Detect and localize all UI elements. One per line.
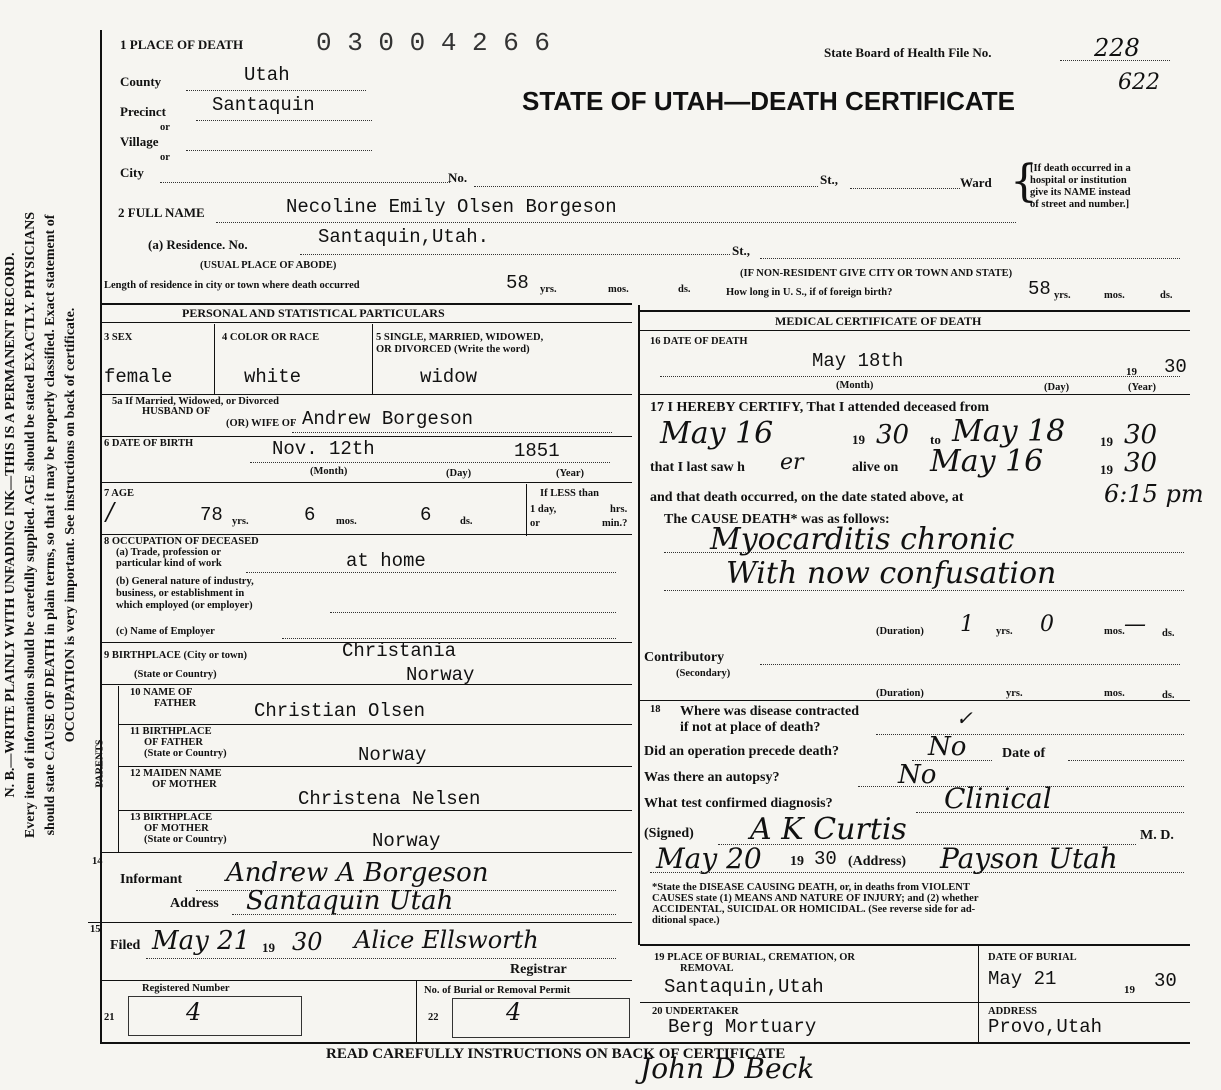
place-of-death-label: 1 PLACE OF DEATH: [120, 37, 244, 52]
age-checkmark: /: [106, 498, 115, 526]
age-ds-unit: ds.: [460, 516, 473, 527]
attended-to-label: to: [930, 432, 941, 447]
attended-to-year: 30: [1124, 420, 1158, 450]
burial-place: Santaquin,Utah: [664, 976, 824, 998]
dob-label: 6 DATE OF BIRTH: [104, 438, 194, 449]
last-saw-pronoun: er: [780, 450, 804, 475]
employer-label: (c) Name of Employer: [116, 626, 215, 637]
date-of-label: Date of: [1002, 746, 1046, 761]
frame-left: [100, 30, 102, 1042]
county-value: Utah: [244, 64, 290, 86]
dod-month-caption: (Month): [836, 380, 874, 391]
burial-permit-label: No. of Burial or Removal Permit: [424, 985, 571, 996]
occupation-a-1: (a) Trade, profession or: [116, 547, 221, 558]
death-time: 6:15 pm: [1104, 480, 1204, 508]
or-1: or: [160, 122, 170, 133]
hospital-brace: {: [1010, 156, 1038, 207]
undertaker-address-label: ADDRESS: [988, 1006, 1038, 1017]
residence-value: Santaquin,Utah.: [318, 226, 490, 248]
age-yrs-unit: yrs.: [232, 516, 249, 527]
undertaker-label: 20 UNDERTAKER: [652, 1006, 739, 1017]
informant-label: Informant: [120, 872, 183, 887]
occupation-a-2: particular kind of work: [116, 558, 222, 569]
duration-label-2: (Duration): [876, 688, 924, 699]
death-occurred-label: and that death occurred, on the date stated above, at: [650, 490, 964, 505]
cause-note-3: ACCIDENTAL, SUICIDAL OR HOMICIDAL. (See reverse side for ad-: [652, 904, 976, 915]
undertaker: Berg Mortuary: [668, 1016, 817, 1038]
operation-value: No: [928, 732, 967, 762]
how-long-years: 58: [1028, 278, 1051, 300]
burial-date-label: DATE OF BURIAL: [988, 952, 1077, 963]
autopsy-label: Was there an autopsy?: [644, 770, 780, 785]
cause-note-4: ditional space.): [652, 915, 720, 926]
burial-date: May 21: [988, 968, 1057, 990]
age-label: 7 AGE: [104, 488, 135, 499]
test-label: What test confirmed diagnosis?: [644, 796, 833, 811]
registered-number-prefix: 21: [104, 1012, 115, 1023]
attended-from-year: 30: [876, 420, 910, 450]
date-of-death-19: 19: [1126, 366, 1137, 378]
age-days: 6: [420, 504, 432, 526]
dob-month-caption: (Month): [310, 466, 348, 477]
usual-place-caption: (USUAL PLACE OF ABODE): [200, 260, 337, 271]
cause-note-1: *State the DISEASE CAUSING DEATH, or, in deaths from VIOLENT: [652, 882, 970, 893]
hospital-note-3: give its NAME instead: [1030, 187, 1131, 198]
no-label: No.: [448, 170, 468, 185]
attended-from-date: May 16: [660, 416, 774, 451]
length-residence-years: 58: [506, 272, 529, 294]
date-of-death: May 18th: [812, 350, 904, 372]
personal-section-title: PERSONAL AND STATISTICAL PARTICULARS: [182, 306, 445, 320]
birthplace-country: Norway: [406, 664, 475, 686]
operation-label: Did an operation precede death?: [644, 744, 839, 759]
residence-label: (a) Residence. No.: [148, 237, 248, 252]
duration-ds-unit: ds.: [1162, 628, 1175, 639]
father-birthplace-label-3: (State or Country): [144, 748, 227, 759]
footer-signature: John D Beck: [640, 1052, 815, 1085]
duration-mos-unit: mos.: [1104, 626, 1125, 637]
occupation-b-1: (b) General nature of industry,: [116, 576, 254, 587]
where-contracted-mark: ✓: [956, 706, 973, 730]
signed-address-label: (Address): [848, 854, 907, 869]
color-label: 4 COLOR OR RACE: [222, 332, 320, 343]
city-label: City: [120, 165, 144, 180]
autopsy-value: No: [898, 760, 937, 790]
duration-days: —: [1124, 612, 1146, 637]
marital-value: widow: [420, 366, 478, 388]
signed-address: Payson Utah: [940, 842, 1118, 875]
last-saw-19: 19: [1100, 462, 1113, 477]
filed-year: 30: [292, 928, 323, 956]
father-birthplace-label-1: 11 BIRTHPLACE: [130, 726, 212, 737]
sidebar-line-1: N. B.—WRITE PLAINLY WITH UNFADING INK—THIS IS A PERMANENT RECORD.: [3, 252, 18, 798]
sidebar-line-3: should state CAUSE OF DEATH in plain terms, so that it may be properly classified. Exact statement of: [43, 214, 58, 836]
less-than-or: or: [530, 518, 540, 529]
occupation-b-2: business, or establishment in: [116, 588, 245, 599]
marital-label-1: 5 SINGLE, MARRIED, WIDOWED,: [376, 332, 544, 343]
father-label-2: FATHER: [154, 698, 197, 709]
registered-number-box: [128, 996, 302, 1036]
husband-label-2: HUSBAND OF: [142, 406, 211, 417]
less-than-1: If LESS than: [540, 488, 599, 499]
undertaker-address: Provo,Utah: [988, 1016, 1103, 1038]
burial-place-label-1: 19 PLACE OF BURIAL, CREMATION, OR: [654, 952, 855, 963]
duration-label: (Duration): [876, 626, 924, 637]
length-ds-unit: ds.: [678, 284, 691, 295]
mother-name: Christena Nelsen: [298, 788, 481, 810]
where-contracted-label-2: if not at place of death?: [680, 720, 821, 735]
certificate-title: STATE OF UTAH—DEATH CERTIFICATE: [522, 86, 1015, 116]
residence-st-label: St.,: [732, 243, 751, 258]
how-long-yrs-unit: yrs.: [1054, 290, 1071, 301]
age-months: 6: [304, 504, 316, 526]
last-saw-label: that I last saw h: [650, 460, 745, 475]
cause-line-1: Myocarditis chronic: [710, 522, 1015, 557]
filed-19: 19: [262, 940, 275, 955]
hospital-note-1: [If death occurred in a: [1030, 163, 1131, 174]
sidebar-line-2: Every item of information should be carefully supplied. AGE should be stated EXACTLY. PHYSICIANS: [23, 211, 38, 839]
husband-label-3: (OR) WIFE OF: [226, 418, 297, 429]
duration-years: 1: [960, 612, 974, 637]
marital-label-2: OR DIVORCED (Write the word): [376, 344, 530, 355]
burial-permit-box: [452, 998, 630, 1038]
full-name-label: 2 FULL NAME: [118, 205, 205, 220]
duration-mos-unit-2: mos.: [1104, 688, 1125, 699]
st-label: St.,: [820, 172, 839, 187]
how-long-mos-unit: mos.: [1104, 290, 1125, 301]
date-of-death-year: 30: [1164, 356, 1187, 378]
nonresident-caption: (IF NON-RESIDENT GIVE CITY OR TOWN AND STATE): [740, 268, 1013, 279]
duration-yrs-unit-2: yrs.: [1006, 688, 1023, 699]
field-14-number: 14: [92, 856, 103, 867]
field-18-number: 18: [650, 704, 661, 715]
mother-birthplace-label-3: (State or Country): [144, 834, 227, 845]
attended-from-19: 19: [852, 432, 865, 447]
where-contracted-label-1: Where was disease contracted: [680, 704, 859, 719]
dob-year: 1851: [514, 440, 560, 462]
duration-yrs-unit: yrs.: [996, 626, 1013, 637]
dob-value: Nov. 12th: [272, 438, 375, 460]
informant-signature: Andrew A Borgeson: [226, 858, 489, 888]
hospital-note-4: of street and number.]: [1030, 199, 1130, 210]
dob-year-caption: (Year): [556, 468, 584, 479]
county-label: County: [120, 74, 162, 89]
secondary-caption: (Secondary): [676, 668, 731, 679]
full-name-value: Necoline Emily Olsen Borgeson: [286, 196, 617, 218]
footer-instructions: READ CAREFULLY INSTRUCTIONS ON BACK OF CERTIFICATE: [326, 1046, 786, 1062]
physician-signature: A K Curtis: [750, 812, 907, 847]
occupation-b-3: which employed (or employer): [116, 600, 253, 611]
length-residence-label: Length of residence in city or town where death occurred: [104, 280, 360, 291]
registered-number: 4: [186, 998, 202, 1026]
cause-label: The CAUSE DEATH* was as follows:: [664, 512, 890, 527]
file-no-label: State Board of Health File No.: [824, 45, 992, 60]
personal-section-top: [102, 303, 632, 305]
file-no-1: 228: [1094, 34, 1140, 62]
burial-permit-number: 4: [506, 998, 522, 1026]
dob-day-caption: (Day): [446, 468, 472, 479]
burial-year: 30: [1154, 970, 1177, 992]
duration-months: 0: [1040, 612, 1054, 637]
signed-label: (Signed): [644, 826, 694, 841]
less-than-2: 1 day,: [530, 504, 557, 515]
dod-day-caption: (Day): [1044, 382, 1070, 393]
how-long-ds-unit: ds.: [1160, 290, 1173, 301]
hospital-note-2: hospital or institution: [1030, 175, 1127, 186]
or-2: or: [160, 152, 170, 163]
burial-19: 19: [1124, 984, 1135, 996]
contributory-label: Contributory: [644, 650, 725, 665]
field-15-number: 15: [90, 924, 101, 935]
village-label: Village: [120, 134, 159, 149]
registrar-signature: Alice Ellsworth: [354, 926, 539, 954]
mother-birthplace-label-2: OF MOTHER: [144, 823, 209, 834]
age-mos-unit: mos.: [336, 516, 357, 527]
precinct-label: Precinct: [120, 104, 166, 119]
mother-label-1: 12 MAIDEN NAME: [130, 768, 222, 779]
signed-date: May 20: [656, 842, 762, 875]
father-label-1: 10 NAME OF: [130, 687, 193, 698]
last-saw-date: May 16: [930, 444, 1044, 479]
md-label: M. D.: [1140, 828, 1174, 843]
informant-address: Santaquin Utah: [246, 886, 454, 916]
length-mos-unit: mos.: [608, 284, 629, 295]
certify-label: 17 I HEREBY CERTIFY, That I attended deceased from: [650, 400, 990, 415]
birthplace-state-caption: (State or Country): [134, 669, 217, 680]
sidebar-instructions: [0, 0, 100, 1060]
alive-on-label: alive on: [852, 460, 899, 475]
occupation-value: at home: [346, 550, 426, 572]
occupation-label: 8 OCCUPATION OF DECEASED: [104, 536, 259, 547]
registered-number-label: Registered Number: [142, 983, 230, 994]
less-than-min: min.?: [602, 518, 628, 529]
mother-birthplace-label-1: 13 BIRTHPLACE: [130, 812, 213, 823]
dod-year-caption: (Year): [1128, 382, 1156, 393]
birthplace-city: Christania: [342, 640, 457, 662]
date-of-death-label: 16 DATE OF DEATH: [650, 336, 748, 347]
length-yrs-unit: yrs.: [540, 284, 557, 295]
cause-line-2: With now confusation: [726, 556, 1057, 591]
husband-value: Andrew Borgeson: [302, 408, 474, 430]
burial-place-label-2: REMOVAL: [680, 963, 734, 974]
cause-note-2: CAUSES state (1) MEANS AND NATURE OF INJURY; and (2) whether: [652, 893, 979, 904]
signed-19: 19: [790, 854, 804, 869]
husband-label-1: 5a If Married, Widowed, or Divorced: [112, 396, 279, 407]
registrar-label: Registrar: [510, 962, 567, 977]
frame-bottom: [100, 1042, 1190, 1044]
signed-year: 30: [814, 848, 837, 870]
birthplace-label: 9 BIRTHPLACE (City or town): [104, 650, 247, 661]
how-long-label: How long in U. S., if of foreign birth?: [726, 287, 893, 298]
parents-label: PARENTS: [94, 739, 106, 788]
last-saw-year: 30: [1124, 448, 1158, 478]
filed-label: Filed: [110, 938, 141, 953]
file-no-2: 622: [1118, 70, 1160, 95]
less-than-hrs: hrs.: [610, 504, 628, 515]
mother-birthplace: Norway: [372, 830, 441, 852]
medical-section-top: [640, 310, 1190, 312]
test-value: Clinical: [944, 782, 1052, 815]
sex-value: female: [104, 366, 173, 388]
mother-label-2: OF MOTHER: [152, 779, 217, 790]
informant-address-label: Address: [170, 896, 219, 911]
filed-date: May 21: [152, 926, 251, 956]
father-birthplace-label-2: OF FATHER: [144, 737, 204, 748]
age-years: 78: [200, 504, 223, 526]
attended-to-19: 19: [1100, 434, 1113, 449]
medical-section-title: MEDICAL CERTIFICATE OF DEATH: [775, 314, 982, 328]
attended-to-date: May 18: [952, 414, 1066, 449]
father-birthplace: Norway: [358, 744, 427, 766]
father-name: Christian Olsen: [254, 700, 426, 722]
certificate-number: 0 3 0 0 4 2 6 6: [316, 28, 551, 58]
ward-label: Ward: [960, 175, 992, 190]
sidebar-line-4: OCCUPATION is very important. See instructions on back of certificate.: [63, 307, 78, 743]
sex-label: 3 SEX: [104, 332, 133, 343]
burial-permit-prefix: 22: [428, 1012, 439, 1023]
center-divider: [638, 305, 640, 945]
precinct-value: Santaquin: [212, 94, 315, 116]
color-value: white: [244, 366, 302, 388]
duration-ds-unit-2: ds.: [1162, 690, 1175, 701]
